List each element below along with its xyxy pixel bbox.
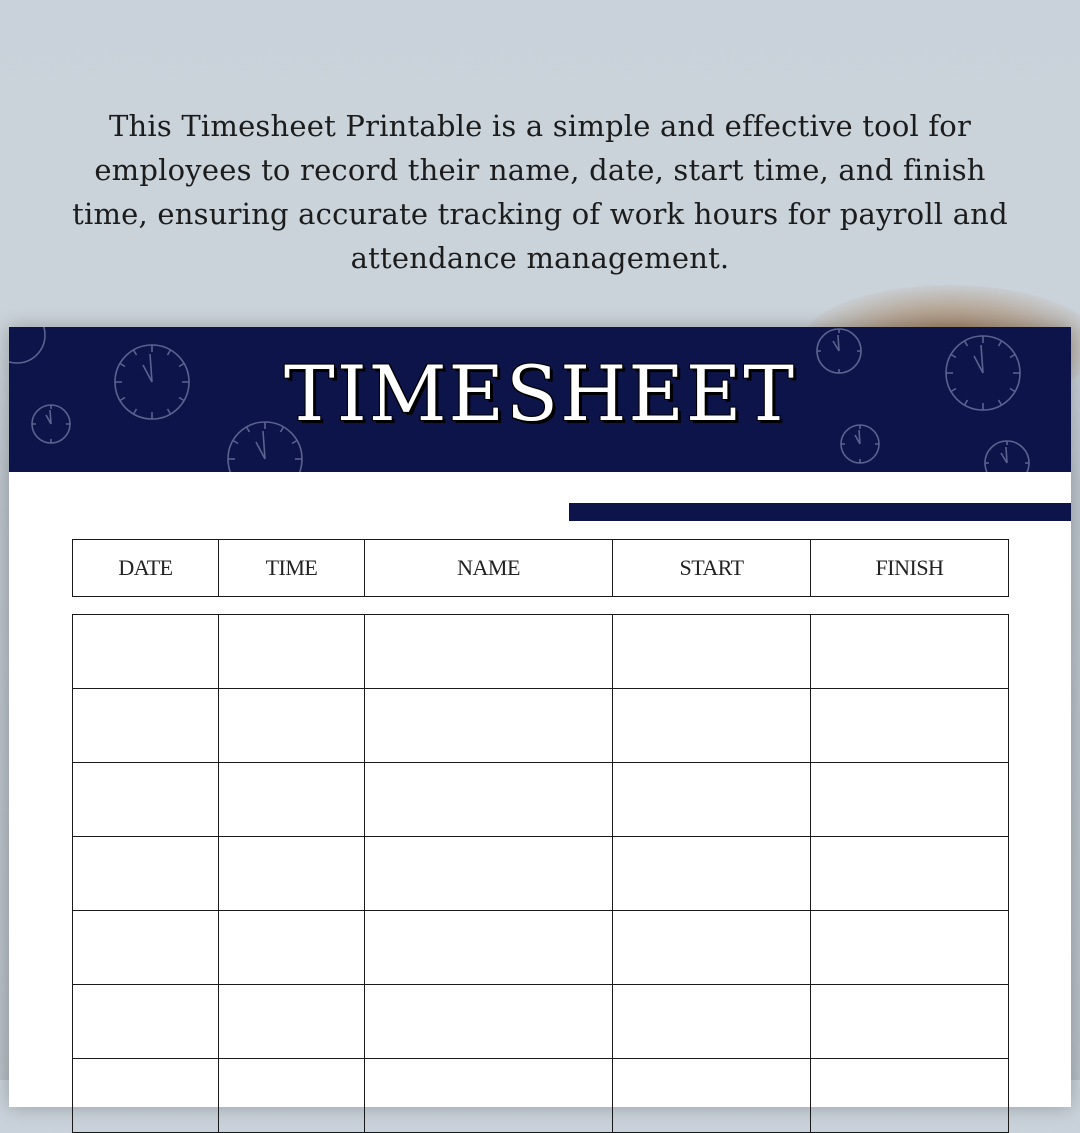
finish-cell[interactable] <box>811 911 1009 985</box>
column-header-table <box>72 539 1009 597</box>
entries-table <box>72 614 1009 1133</box>
finish-cell[interactable] <box>811 1059 1009 1133</box>
start-cell[interactable] <box>613 837 811 911</box>
column-header-name: NAME <box>365 540 613 597</box>
finish-cell[interactable] <box>811 615 1009 689</box>
date-cell[interactable] <box>73 615 219 689</box>
table-row <box>73 689 1009 763</box>
name-cell[interactable] <box>365 615 613 689</box>
table-row <box>73 615 1009 689</box>
table-row <box>73 837 1009 911</box>
time-cell[interactable] <box>219 689 365 763</box>
name-cell[interactable] <box>365 985 613 1059</box>
table-row <box>73 985 1009 1059</box>
name-cell[interactable] <box>365 763 613 837</box>
time-cell[interactable] <box>219 911 365 985</box>
name-cell[interactable] <box>365 837 613 911</box>
date-cell[interactable] <box>73 763 219 837</box>
table-row <box>73 911 1009 985</box>
start-cell[interactable] <box>613 763 811 837</box>
accent-bar <box>569 503 1071 521</box>
timesheet-title: TIMESHEET <box>284 349 796 438</box>
time-cell[interactable] <box>219 837 365 911</box>
product-description: This Timesheet Printable is a simple and effective tool for employees to record their name, date, start time, and finish time, ensuring accurate tracking of work hours for payroll and attendance management. <box>72 109 1008 275</box>
header-row <box>73 540 1009 597</box>
start-cell[interactable] <box>613 615 811 689</box>
date-cell[interactable] <box>73 911 219 985</box>
finish-cell[interactable] <box>811 763 1009 837</box>
name-cell[interactable] <box>365 689 613 763</box>
time-cell[interactable] <box>219 615 365 689</box>
time-cell[interactable] <box>219 1059 365 1133</box>
title-banner <box>9 327 1071 472</box>
start-cell[interactable] <box>613 689 811 763</box>
date-cell[interactable] <box>73 837 219 911</box>
finish-cell[interactable] <box>811 837 1009 911</box>
column-header-start: START <box>613 540 811 597</box>
date-cell[interactable] <box>73 1059 219 1133</box>
date-cell[interactable] <box>73 985 219 1059</box>
name-cell[interactable] <box>365 911 613 985</box>
start-cell[interactable] <box>613 1059 811 1133</box>
table-row <box>73 763 1009 837</box>
column-header-finish: FINISH <box>811 540 1009 597</box>
finish-cell[interactable] <box>811 985 1009 1059</box>
column-header-date: DATE <box>73 540 219 597</box>
timesheet-page <box>9 327 1071 1107</box>
name-cell[interactable] <box>365 1059 613 1133</box>
time-cell[interactable] <box>219 985 365 1059</box>
clock-icon <box>985 441 1029 472</box>
start-cell[interactable] <box>613 985 811 1059</box>
column-header-time: TIME <box>219 540 365 597</box>
table-row <box>73 1059 1009 1133</box>
finish-cell[interactable] <box>811 689 1009 763</box>
date-cell[interactable] <box>73 689 219 763</box>
start-cell[interactable] <box>613 911 811 985</box>
time-cell[interactable] <box>219 763 365 837</box>
